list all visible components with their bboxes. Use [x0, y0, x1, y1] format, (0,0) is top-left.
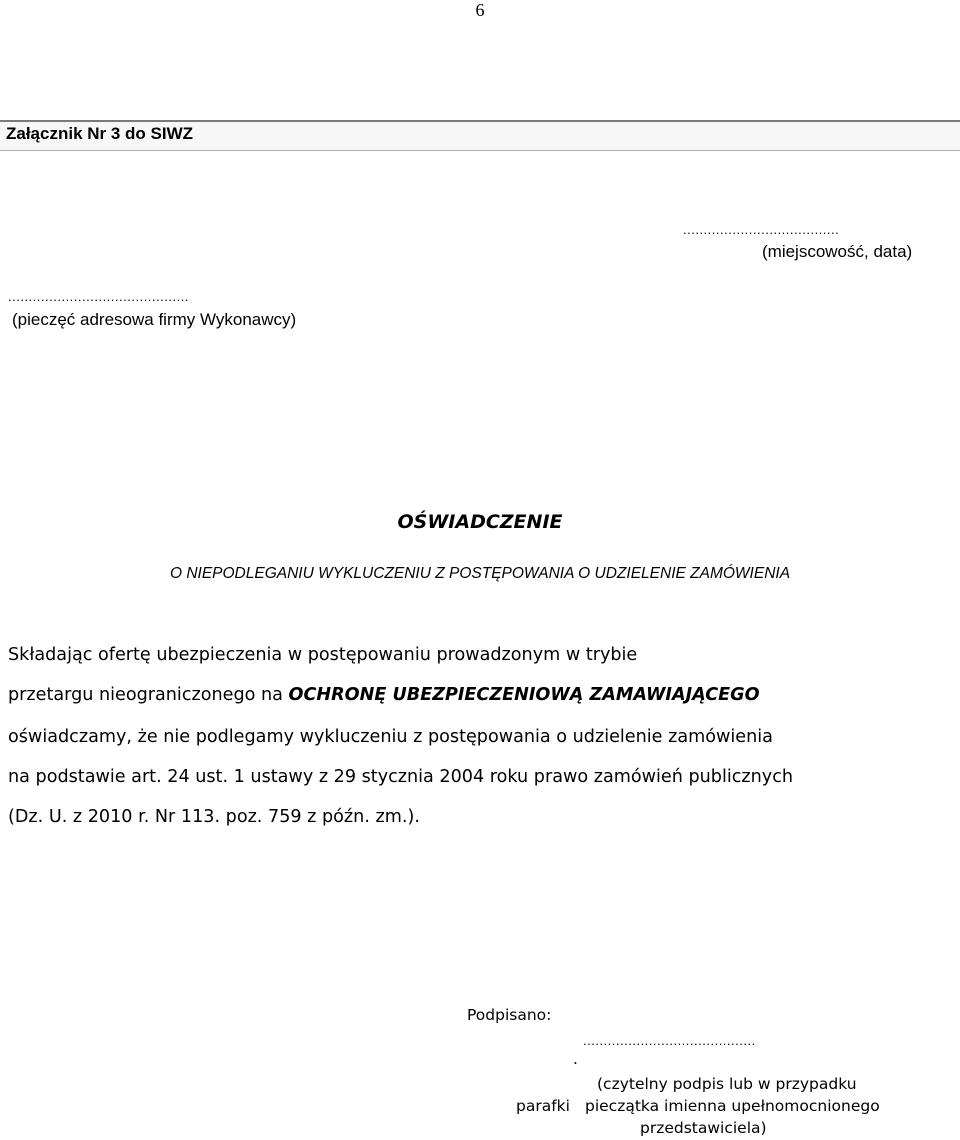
subject-of-order: OCHRONĘ UBEZPIECZENIOWĄ ZAMAWIAJĄCEGO — [288, 685, 760, 705]
stamp-caption: (pieczęć adresowa firmy Wykonawcy) — [12, 310, 297, 329]
signature-caption-line-1: (czytelny podpis lub w przypadku — [597, 1075, 857, 1093]
body-line-5: (Dz. U. z 2010 r. Nr 113. poz. 759 z późn. zm.). — [8, 807, 420, 827]
signature-caption-line-2: pieczątka imienna upełnomocnionego — [585, 1097, 880, 1115]
body-line-2-prefix: przetargu nieograniczonego na — [8, 685, 289, 705]
signature-caption-parafki: parafki — [516, 1097, 570, 1115]
signature-dot: . — [573, 1050, 578, 1068]
body-line-4: na podstawie art. 24 ust. 1 ustawy z 29 stycznia 2004 roku prawo zamówień publicznych — [8, 767, 794, 787]
body-line-1: Składając ofertę ubezpieczenia w postępowaniu prowadzonym w trybie — [8, 645, 638, 665]
document-subtitle: O NIEPODLEGANIU WYKLUCZENIU Z POSTĘPOWANIA O UDZIELENIE ZAMÓWIENIA — [169, 565, 791, 582]
annex-title: Załącznik Nr 3 do SIWZ — [6, 124, 194, 143]
document-title: OŚWIADCZENIE — [397, 511, 563, 533]
stamp-dots: ............................................ — [8, 289, 189, 304]
body-line-3: oświadczamy, że nie podlegamy wykluczeniu z postępowania o udzielenie zamówienia — [8, 727, 773, 747]
body-line-2 — [8, 685, 760, 705]
place-date-caption: (miejscowość, data) — [762, 242, 913, 261]
signature-label: Podpisano: — [467, 1006, 552, 1024]
page-number: 6 — [475, 0, 485, 20]
place-date-dots: ...................................... — [683, 222, 840, 237]
signature-caption-line-3: przedstawiciela) — [640, 1119, 767, 1137]
signature-dots: .......................................... — [583, 1033, 756, 1048]
